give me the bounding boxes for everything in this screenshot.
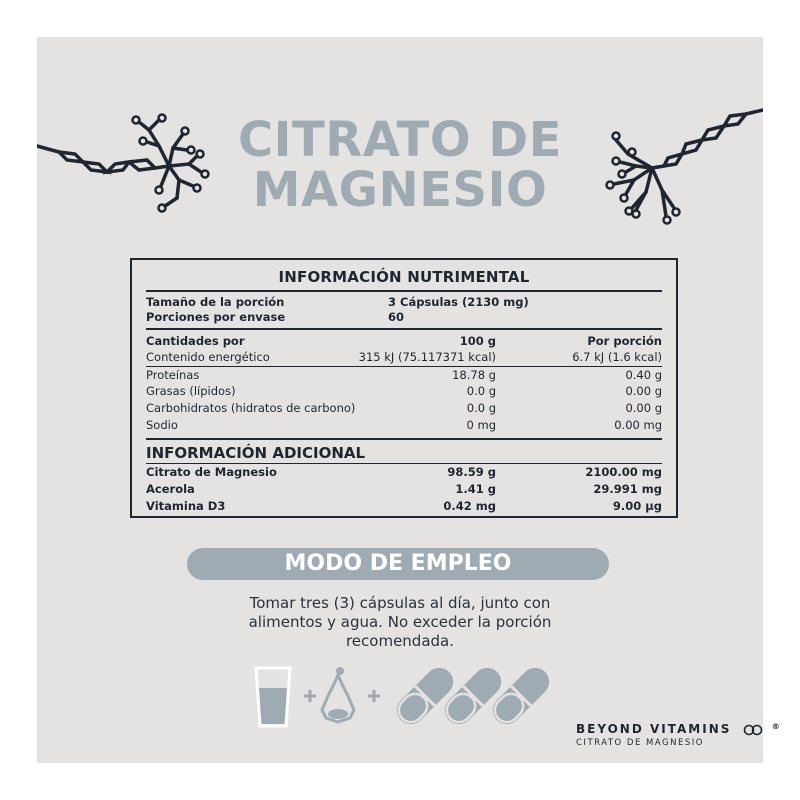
plus-icon (368, 690, 380, 702)
brand-name-row (576, 722, 782, 736)
table-row (146, 498, 662, 514)
row-label: Acerola (146, 482, 195, 496)
plus-icon (304, 690, 316, 702)
table-divider (146, 438, 662, 440)
row-label: Citrato de Magnesio (146, 465, 277, 479)
nutrition-facts-table (130, 258, 678, 518)
serving-size-label: Tamaño de la porción (146, 295, 285, 309)
row-per100: 98.59 g (447, 465, 496, 479)
column-header-label: Cantidades por (146, 334, 245, 348)
infinity-logo-icon (742, 724, 766, 736)
table-row (146, 367, 662, 383)
column-header-row (146, 333, 662, 349)
usage-line: recomendada. (345, 632, 455, 650)
column-header-per-serving: Por porción (587, 334, 662, 348)
column-header-per100: 100 g (459, 334, 496, 348)
row-per-serving: 29.991 mg (593, 482, 662, 496)
row-per100: 0.0 g (466, 401, 496, 415)
dosage-icons (250, 662, 560, 732)
brand-subtitle: CITRATO DE MAGNESIO (576, 738, 704, 748)
row-per100: 18.78 g (452, 368, 496, 382)
product-title-line2: MAGNESIO (252, 162, 548, 218)
row-label: Grasas (lípidos) (146, 384, 236, 398)
row-per100: 0.0 g (466, 384, 496, 398)
brand-block (576, 722, 782, 748)
usage-instructions (200, 594, 600, 651)
row-per100: 1.41 g (455, 482, 496, 496)
table-row (146, 400, 662, 416)
table-row (146, 481, 662, 497)
registered-mark: ® (771, 722, 782, 731)
row-label: Proteínas (146, 368, 200, 382)
servings-value: 60 (388, 310, 405, 324)
servings-per-container-row (146, 309, 662, 325)
usage-line: alimentos y agua. No exceder la porción (248, 613, 552, 631)
glass-of-water-icon (256, 668, 290, 726)
table-divider (146, 290, 662, 292)
row-per-serving: 6.7 kJ (1.6 kcal) (572, 350, 662, 364)
nutrition-table-header: INFORMACIÓN NUTRIMENTAL (278, 268, 530, 286)
row-per100: 0.42 mg (443, 499, 496, 513)
serving-size-row (146, 294, 662, 310)
row-label: Vitamina D3 (146, 499, 226, 513)
food-icon (322, 667, 354, 722)
row-per-serving: 9.00 µg (612, 499, 662, 513)
servings-label: Porciones por envase (146, 310, 286, 324)
table-row (146, 383, 662, 399)
row-per-serving: 0.00 g (625, 401, 662, 415)
row-per100: 0 mg (466, 418, 496, 432)
table-row (146, 417, 662, 433)
table-row (146, 464, 662, 480)
usage-line: Tomar tres (3) cápsulas al día, junto con (249, 594, 551, 612)
brand-name: BEYOND VITAMINS (576, 722, 732, 736)
product-title-line1: CITRATO DE (237, 112, 563, 168)
table-row (146, 349, 662, 365)
row-per-serving: 2100.00 mg (585, 465, 662, 479)
table-divider (146, 328, 662, 330)
row-label: Contenido energético (146, 350, 270, 364)
usage-header-pill: MODO DE EMPLEO (187, 548, 609, 580)
row-per-serving: 0.00 g (625, 384, 662, 398)
row-per-serving: 0.00 mg (614, 418, 662, 432)
additional-info-header: INFORMACIÓN ADICIONAL (146, 444, 366, 462)
serving-size-value: 3 Cápsulas (2130 mg) (388, 295, 529, 309)
row-label: Sodio (146, 418, 178, 432)
row-per100: 315 kJ (75.117371 kcal) (358, 350, 496, 364)
row-per-serving: 0.40 g (625, 368, 662, 382)
row-label: Carbohidratos (hidratos de carbono) (146, 401, 356, 415)
